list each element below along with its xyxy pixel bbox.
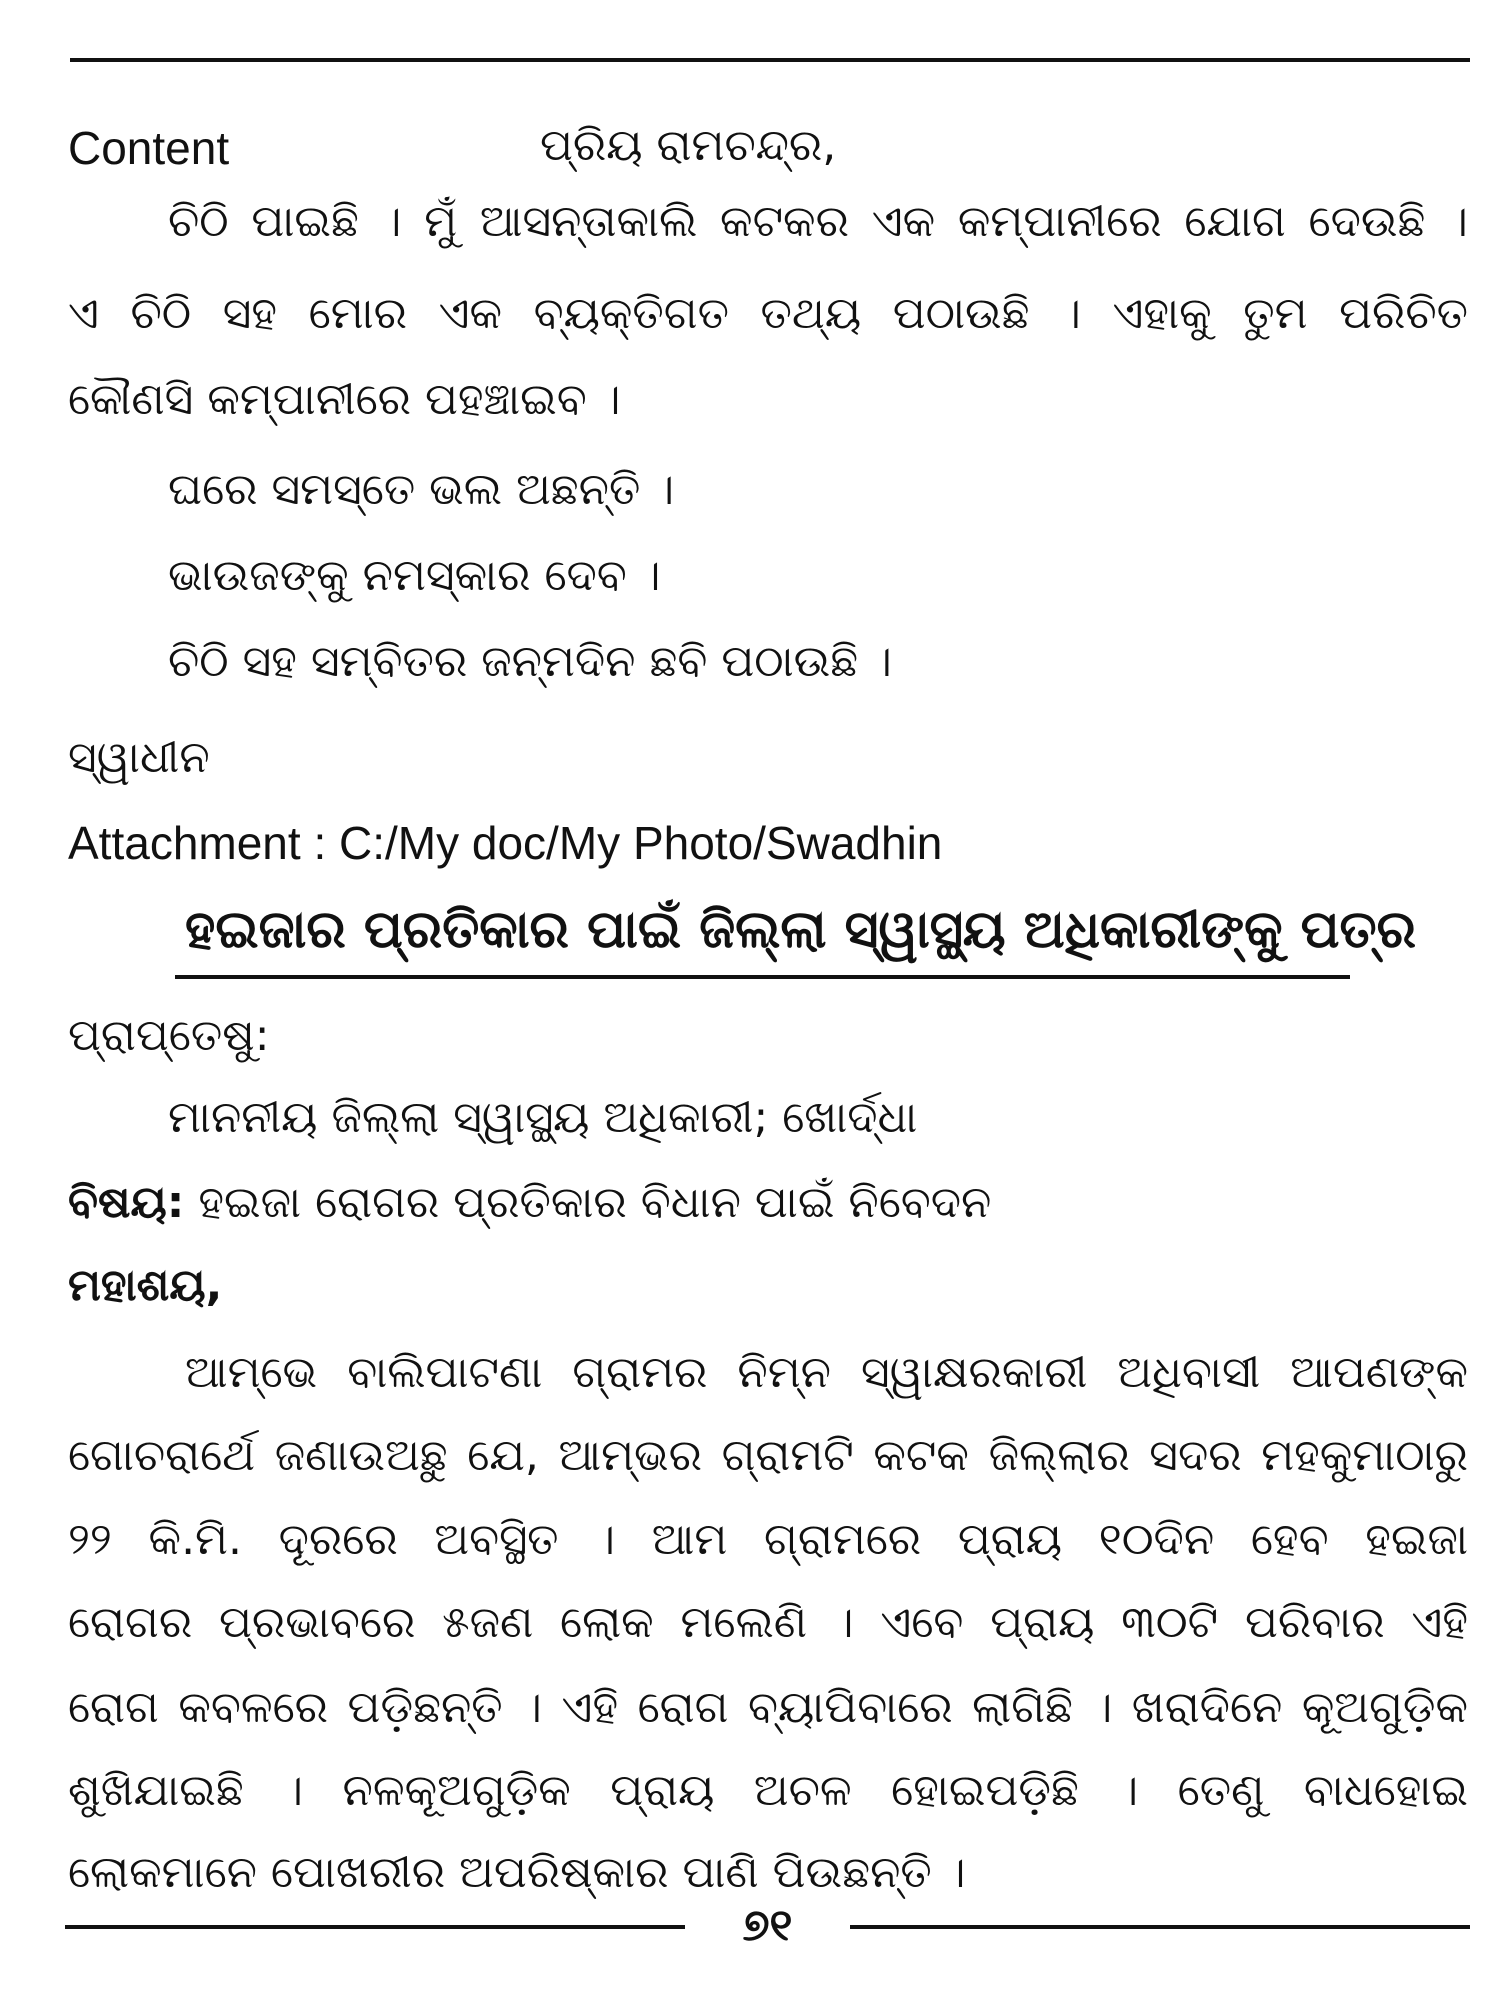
application-body-line-1: ଆମ୍ଭେ ବାଲିପାଟଣା ଗ୍ରାମର ନିମ୍ନ ସ୍ୱାକ୍ଷରକାରୀ ଅଧିବାସୀ ଆପଣଙ୍କ: [185, 1347, 1468, 1398]
letter-salutation: ପ୍ରିୟ ରାମଚନ୍ଦ୍ର,: [540, 120, 837, 171]
subject-line: [68, 1175, 991, 1231]
letter-home-line: ଘରେ ସମସ୍ତେ ଭଲ ଅଛନ୍ତି ।: [168, 464, 675, 515]
application-body-line-5: ରୋଗ କବଳରେ ପଡ଼ିଛନ୍ତି । ଏହି ରୋଗ ବ୍ୟାପିବାରେ ଲାଗିଛି । ଖରାଦିନେ କୂଅଗୁଡ଼ିକ: [68, 1682, 1468, 1733]
application-body-line-3: ୨୨ କି.ମି. ଦୂରରେ ଅବସ୍ଥିତ । ଆମ ଗ୍ରାମରେ ପ୍ରାୟ ୧୦ଦିନ ହେବ ହଇଜା: [68, 1514, 1468, 1565]
letter-greeting-line: ଭାଉଜଙ୍କୁ ନମସ୍କାର ଦେବ ।: [168, 550, 661, 601]
subject-label: ବିଷୟ:: [68, 1177, 185, 1228]
footer-rule-left: [65, 1925, 685, 1929]
application-body-line-4: ରୋଗର ପ୍ରଭାବରେ ୫ଜଣ ଲୋକ ମଲେଣି । ଏବେ ପ୍ରାୟ ୩୦ଟି ପରିବାର ଏହି: [68, 1597, 1468, 1648]
application-body-line-7: ଲୋକମାନେ ପୋଖରୀର ଅପରିଷ୍କାର ପାଣି ପିଉଛନ୍ତି ।: [68, 1847, 966, 1898]
letter-signature: ସ୍ୱାଧୀନ: [68, 732, 210, 783]
letter-para-line-3: କୌଣସି କମ୍ପାନୀରେ ପହଞ୍ଚାଇବ ।: [68, 374, 621, 425]
application-salutation: ମହାଶୟ,: [68, 1260, 223, 1311]
top-rule: [70, 58, 1470, 62]
application-body-line-6: ଶୁଖିଯାଇଛି । ନଳକୂଅଗୁଡ଼ିକ ପ୍ରାୟ ଅଚଳ ହୋଇପଡ଼ିଛି । ତେଣୁ ବାଧହୋଇ: [68, 1765, 1468, 1816]
letter-photo-line: ଚିଠି ସହ ସମ୍ବିତର ଜନ୍ମଦିନ ଛବି ପଠାଉଛି ।: [168, 636, 892, 687]
section-title: ହଇଜାର ପ୍ରତିକାର ପାଇଁ ଜିଲ୍ଲା ସ୍ୱାସ୍ଥ୍ୟ ଅଧିକାରୀଙ୍କୁ ପତ୍ର: [185, 900, 1417, 960]
title-underline: [175, 975, 1350, 979]
application-body-line-2: ଗୋଚରାର୍ଥେ ଜଣାଉଅଛୁ ଯେ, ଆମ୍ଭର ଗ୍ରାମଟି କଟକ ଜିଲ୍ଲାର ସଦର ମହକୁମାଠାରୁ: [68, 1430, 1468, 1481]
page-number: ୭୧: [742, 1900, 793, 1951]
footer-rule-right: [850, 1925, 1470, 1929]
recipient-line: ମାନନୀୟ ଜିଲ୍ଲା ସ୍ୱାସ୍ଥ୍ୟ ଅଧିକାରୀ; ଖୋର୍ଦ୍ଧା: [168, 1092, 918, 1143]
to-label: ପ୍ରାପ୍ତେଷୁ:: [68, 1010, 270, 1061]
attachment-line: Attachment : C:/My doc/My Photo/Swadhin: [68, 817, 943, 869]
letter-para-line-1: ଚିଠି ପାଇଛି । ମୁଁ ଆସନ୍ତାକାଲି କଟକର ଏକ କମ୍ପାନୀରେ ଯୋଗ ଦେଉଛି ।: [168, 196, 1468, 247]
letter-para-line-2: ଏ ଚିଠି ସହ ମୋର ଏକ ବ୍ୟକ୍ତିଗତ ତଥ୍ୟ ପଠାଉଛି । ଏହାକୁ ତୁମ ପରିଚିତ: [68, 288, 1468, 339]
content-label: Content: [68, 122, 230, 174]
subject-text: ହଇଜା ରୋଗର ପ୍ରତିକାର ବିଧାନ ପାଇଁ ନିବେଦନ: [198, 1177, 992, 1228]
